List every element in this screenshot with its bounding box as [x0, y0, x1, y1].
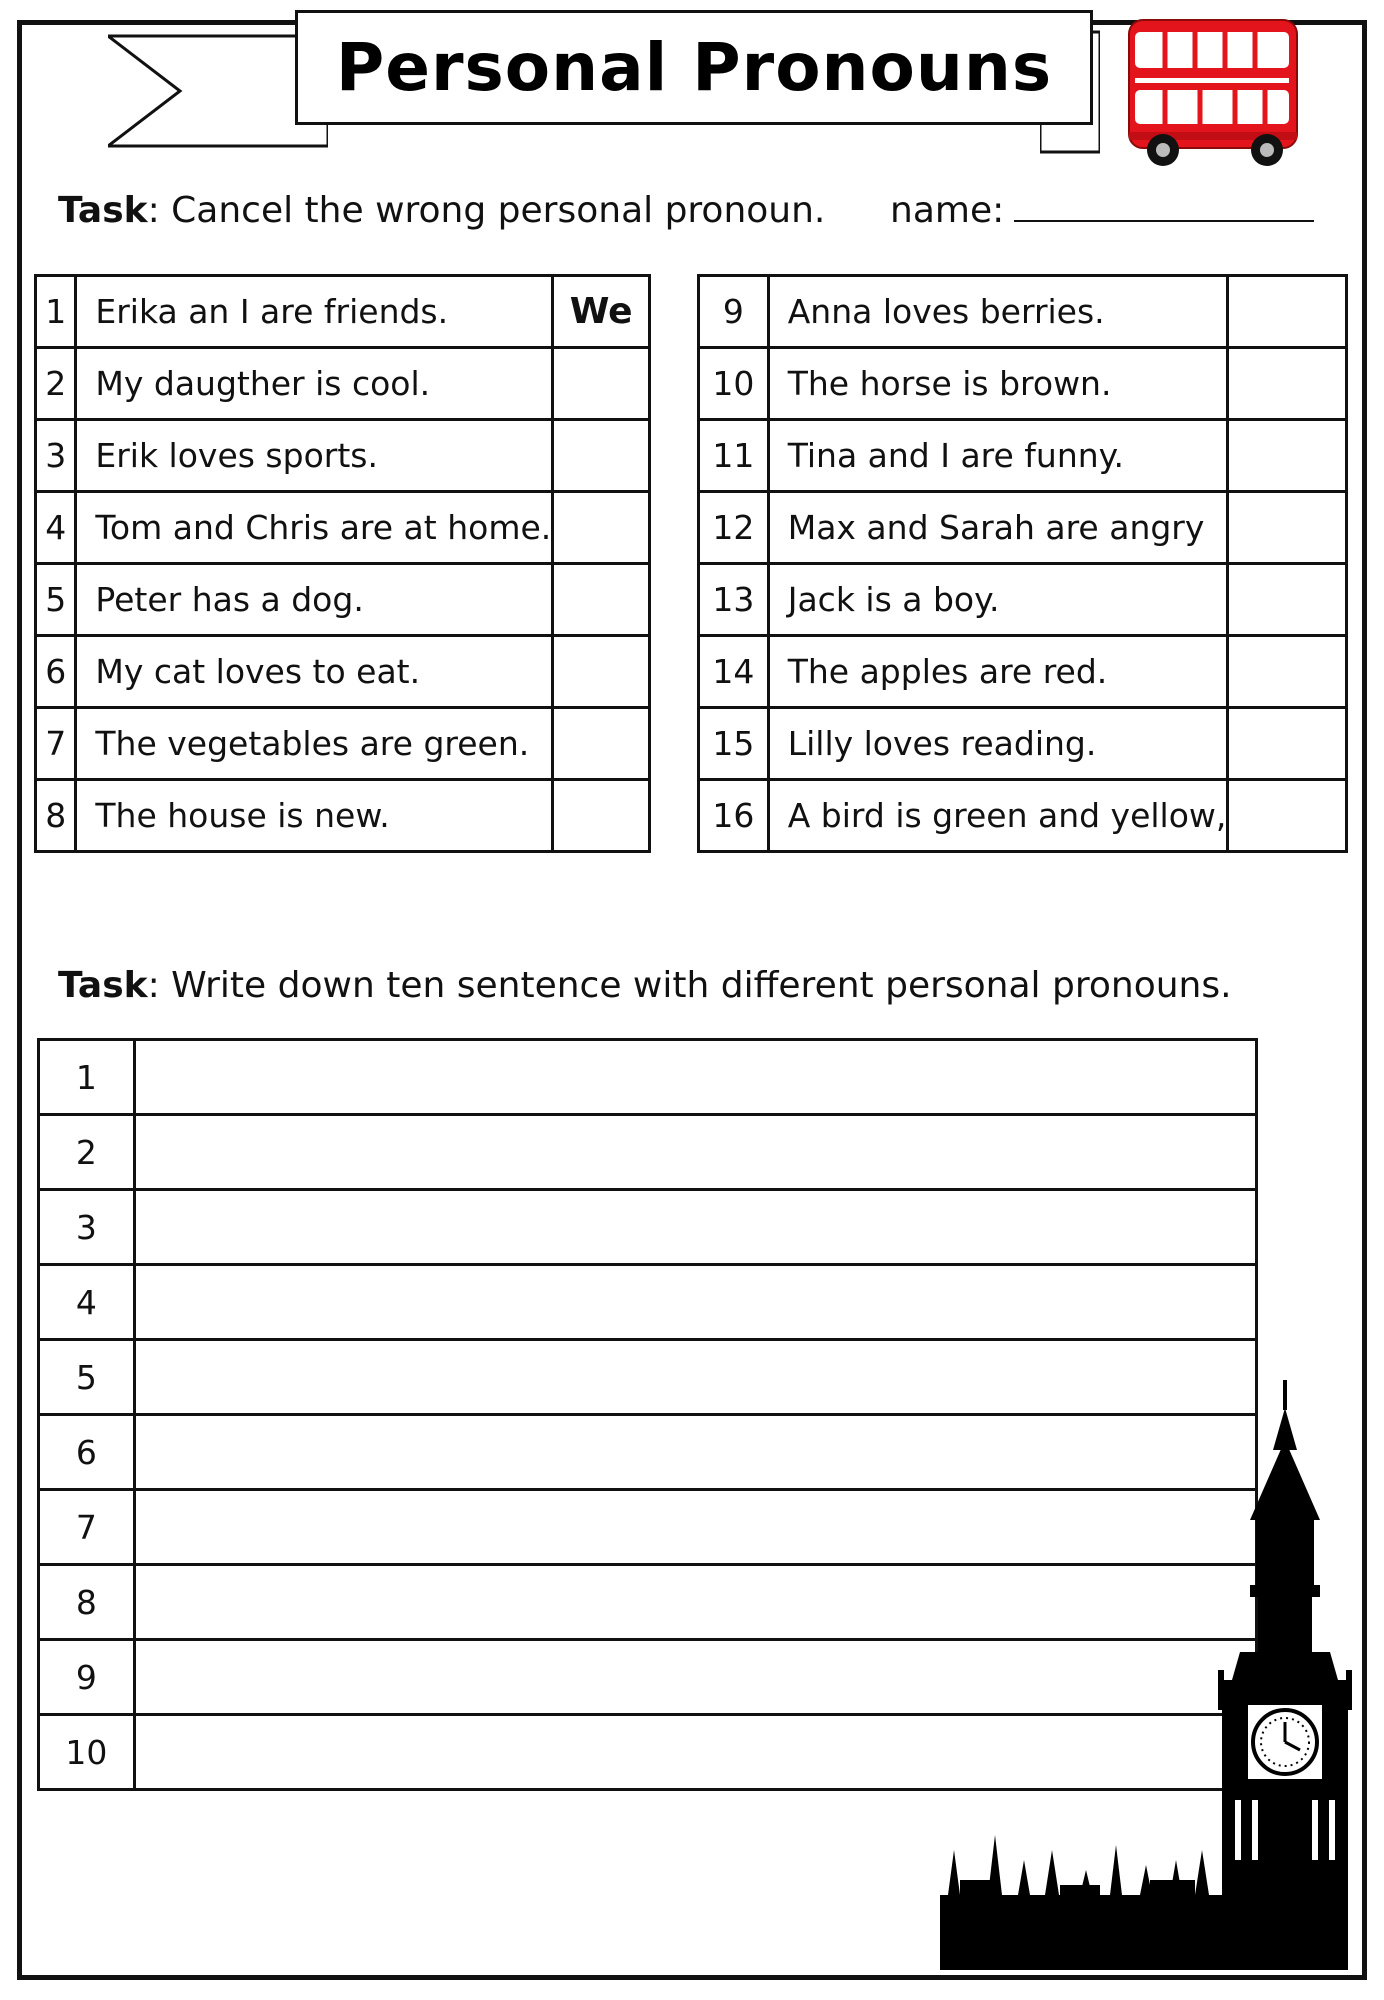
- writing-row: [39, 1040, 1257, 1115]
- exercise-row: [36, 276, 650, 348]
- answer-cell[interactable]: [553, 708, 650, 780]
- exercise-row: [36, 492, 650, 564]
- sentence-text[interactable]: Jack is a boy.: [768, 564, 1228, 636]
- exercise-table-left: [34, 274, 651, 853]
- exercise-row: [36, 564, 650, 636]
- task-instruction-1: [58, 190, 825, 231]
- answer-cell[interactable]: [553, 492, 650, 564]
- sentence-write-field[interactable]: [134, 1115, 1256, 1190]
- row-number: 11: [699, 420, 769, 492]
- row-number: 14: [699, 636, 769, 708]
- sentence-text[interactable]: The horse is brown.: [768, 348, 1228, 420]
- answer-cell[interactable]: We: [553, 276, 650, 348]
- sentence-text[interactable]: Max and Sarah are angry: [768, 492, 1228, 564]
- sentence-text[interactable]: Peter has a dog.: [76, 564, 553, 636]
- page-title: Personal Pronouns: [335, 29, 1053, 106]
- sentence-text[interactable]: The house is new.: [76, 780, 553, 852]
- task-text: : Write down ten sentence with different personal pronouns.: [147, 965, 1232, 1006]
- name-field: [890, 190, 1314, 231]
- sentence-text[interactable]: Lilly loves reading.: [768, 708, 1228, 780]
- writing-row: [39, 1190, 1257, 1265]
- exercise-row: [699, 492, 1347, 564]
- row-number: 7: [39, 1490, 135, 1565]
- row-number: 4: [39, 1265, 135, 1340]
- row-number: 15: [699, 708, 769, 780]
- sentence-text[interactable]: Erik loves sports.: [76, 420, 553, 492]
- exercise-row: [36, 420, 650, 492]
- row-number: 9: [39, 1640, 135, 1715]
- sentence-text[interactable]: Erika an I are friends.: [76, 276, 553, 348]
- exercise-row: [36, 636, 650, 708]
- exercise-row: [699, 708, 1347, 780]
- row-number: 1: [36, 276, 76, 348]
- exercise-row: [699, 348, 1347, 420]
- row-number: 12: [699, 492, 769, 564]
- row-number: 8: [36, 780, 76, 852]
- exercise-row: [699, 780, 1347, 852]
- task-instruction-2: [58, 965, 1232, 1006]
- task-label: Task: [58, 965, 148, 1006]
- exercise-row: [36, 708, 650, 780]
- writing-row: [39, 1265, 1257, 1340]
- row-number: 7: [36, 708, 76, 780]
- big-ben-silhouette: [940, 1380, 1375, 1970]
- answer-cell[interactable]: [1228, 420, 1347, 492]
- name-input[interactable]: [1014, 190, 1314, 222]
- row-number: 4: [36, 492, 76, 564]
- answer-cell[interactable]: [553, 348, 650, 420]
- row-number: 10: [39, 1715, 135, 1790]
- exercise-row: [699, 420, 1347, 492]
- sentence-text[interactable]: A bird is green and yellow,: [768, 780, 1228, 852]
- answer-cell[interactable]: [1228, 276, 1347, 348]
- row-number: 5: [36, 564, 76, 636]
- row-number: 9: [699, 276, 769, 348]
- row-number: 6: [39, 1415, 135, 1490]
- answer-cell[interactable]: [1228, 780, 1347, 852]
- answer-cell[interactable]: [1228, 636, 1347, 708]
- row-number: 13: [699, 564, 769, 636]
- name-label: name:: [890, 190, 1005, 231]
- row-number: 8: [39, 1565, 135, 1640]
- double-decker-bus-icon: [1125, 12, 1303, 170]
- exercise-table-right: [697, 274, 1348, 853]
- row-number: 3: [36, 420, 76, 492]
- answer-cell[interactable]: [1228, 492, 1347, 564]
- exercise-row: [699, 276, 1347, 348]
- row-number: 2: [36, 348, 76, 420]
- writing-row: [39, 1115, 1257, 1190]
- answer-cell[interactable]: [553, 636, 650, 708]
- answer-cell[interactable]: [1228, 348, 1347, 420]
- sentence-text[interactable]: My cat loves to eat.: [76, 636, 553, 708]
- row-number: 10: [699, 348, 769, 420]
- sentence-text[interactable]: The apples are red.: [768, 636, 1228, 708]
- sentence-text[interactable]: My daugther is cool.: [76, 348, 553, 420]
- answer-cell[interactable]: [553, 564, 650, 636]
- exercise-row: [699, 564, 1347, 636]
- row-number: 3: [39, 1190, 135, 1265]
- row-number: 6: [36, 636, 76, 708]
- exercise-row: [36, 348, 650, 420]
- sentence-text[interactable]: The vegetables are green.: [76, 708, 553, 780]
- row-number: 1: [39, 1040, 135, 1115]
- sentence-text[interactable]: Tom and Chris are at home.: [76, 492, 553, 564]
- row-number: 5: [39, 1340, 135, 1415]
- row-number: 16: [699, 780, 769, 852]
- sentence-write-field[interactable]: [134, 1190, 1256, 1265]
- sentence-text[interactable]: Anna loves berries.: [768, 276, 1228, 348]
- answer-cell[interactable]: [553, 780, 650, 852]
- answer-cell[interactable]: [1228, 708, 1347, 780]
- sentence-write-field[interactable]: [134, 1040, 1256, 1115]
- task-label: Task: [58, 190, 148, 231]
- exercise-row: [36, 780, 650, 852]
- title-banner: [295, 10, 1093, 125]
- sentence-write-field[interactable]: [134, 1265, 1256, 1340]
- answer-cell[interactable]: [553, 420, 650, 492]
- row-number: 2: [39, 1115, 135, 1190]
- exercise-row: [699, 636, 1347, 708]
- answer-cell[interactable]: [1228, 564, 1347, 636]
- sentence-text[interactable]: Tina and I are funny.: [768, 420, 1228, 492]
- task-text: : Cancel the wrong personal pronoun.: [147, 190, 826, 231]
